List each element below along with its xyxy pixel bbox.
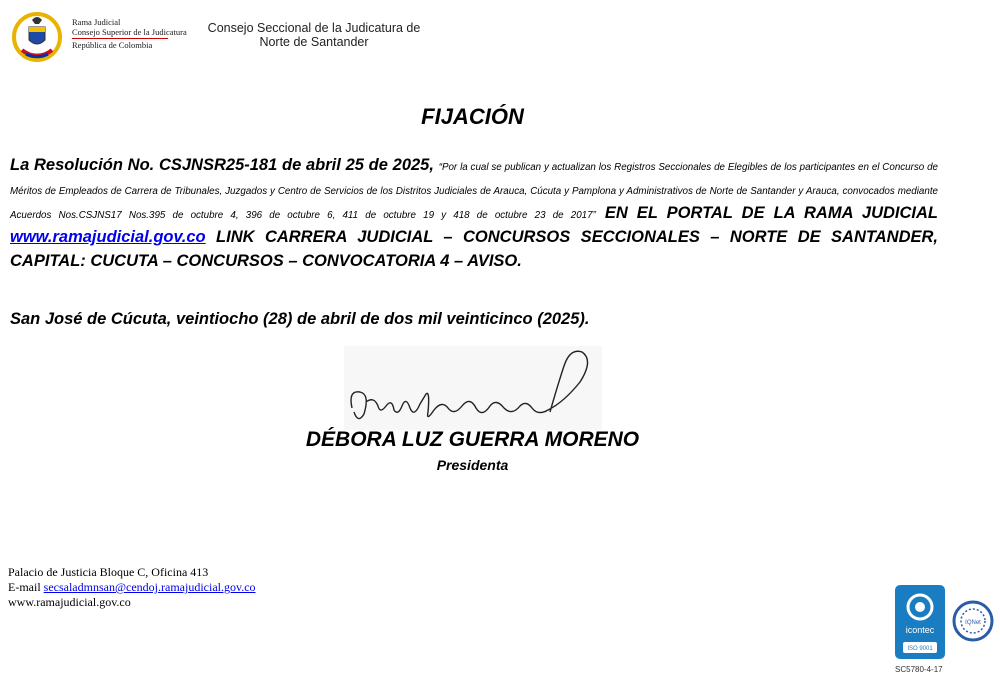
footer-email-link[interactable]: secsaladmnsan@cendoj.ramajudicial.gov.co (43, 580, 256, 594)
place-date: San José de Cúcuta, veintiocho (28) de abril de dos mil veinticinco (2025). (10, 310, 590, 328)
logo-text (72, 17, 187, 50)
resolution-quote: “Por la cual se publican y actualizan los Registros Seccionales de Elegibles de los participantes en el Concurso de Méritos de Empleados de Carrera de Tribunales, Juzgados y Centro de Servicios de los Distritos Judiciales de Arauca, Cúcuta y Pamplona y Administrativos de Norte de Santander y Arauca, convocados mediante Acuerdos Nos.CSJNS17 Nos.395 de octubre 4, 396 de octubre 6, 411 de octubre 19 y 418 de octubre 23 de 2017” (10, 162, 939, 221)
resolution-lead: La Resolución No. CSJNSR25-181 de abril 25 de 2025 (10, 156, 430, 174)
footer-contact (8, 565, 256, 610)
iqnet-certification-badge (952, 600, 994, 642)
council-name (204, 21, 424, 49)
footer-website: www.ramajudicial.gov.co (8, 595, 131, 609)
logo-text-line1: Rama Judicial (72, 17, 121, 27)
council-name-line1: Consejo Seccional de la Judicatura de (207, 21, 421, 35)
logo-divider (72, 38, 168, 39)
icontec-label: icontec (905, 625, 935, 635)
iso-label: ISO 9001 (907, 646, 933, 652)
signer-role: Presidenta (436, 457, 509, 473)
certificate-code: SC5780-4-17 (895, 665, 943, 674)
logo-text-line3: República de Colombia (72, 40, 153, 50)
iqnet-label: IQNet (965, 620, 981, 626)
portal-link[interactable]: www.ramajudicial.gov.co (10, 228, 206, 246)
icontec-certification-badge (895, 585, 945, 659)
colombia-coat-of-arms-logo (12, 10, 62, 62)
footer-email-label: E-mail (8, 580, 44, 594)
signer-name: DÉBORA LUZ GUERRA MORENO (305, 428, 640, 451)
portal-prefix: EN EL PORTAL DE LA RAMA JUDICIAL (595, 204, 938, 222)
resolution-comma: , (429, 156, 439, 174)
portal-suffix: LINK CARRERA JUDICIAL – CONCURSOS SECCIONALES – NORTE DE SANTANDER, CAPITAL: CUCUTA – CONCURSOS – CONVOCATORIA 4 – AVISO. (10, 228, 938, 270)
document-title: FIJACIÓN (421, 104, 524, 129)
council-name-line2: Norte de Santander (259, 35, 369, 49)
footer-address: Palacio de Justicia Bloque C, Oficina 413 (8, 565, 209, 579)
footer-email-line (8, 580, 256, 595)
resolution-paragraph (10, 153, 938, 273)
handwritten-signature (344, 346, 602, 430)
logo-text-line2: Consejo Superior de la Judicatura (72, 27, 187, 37)
